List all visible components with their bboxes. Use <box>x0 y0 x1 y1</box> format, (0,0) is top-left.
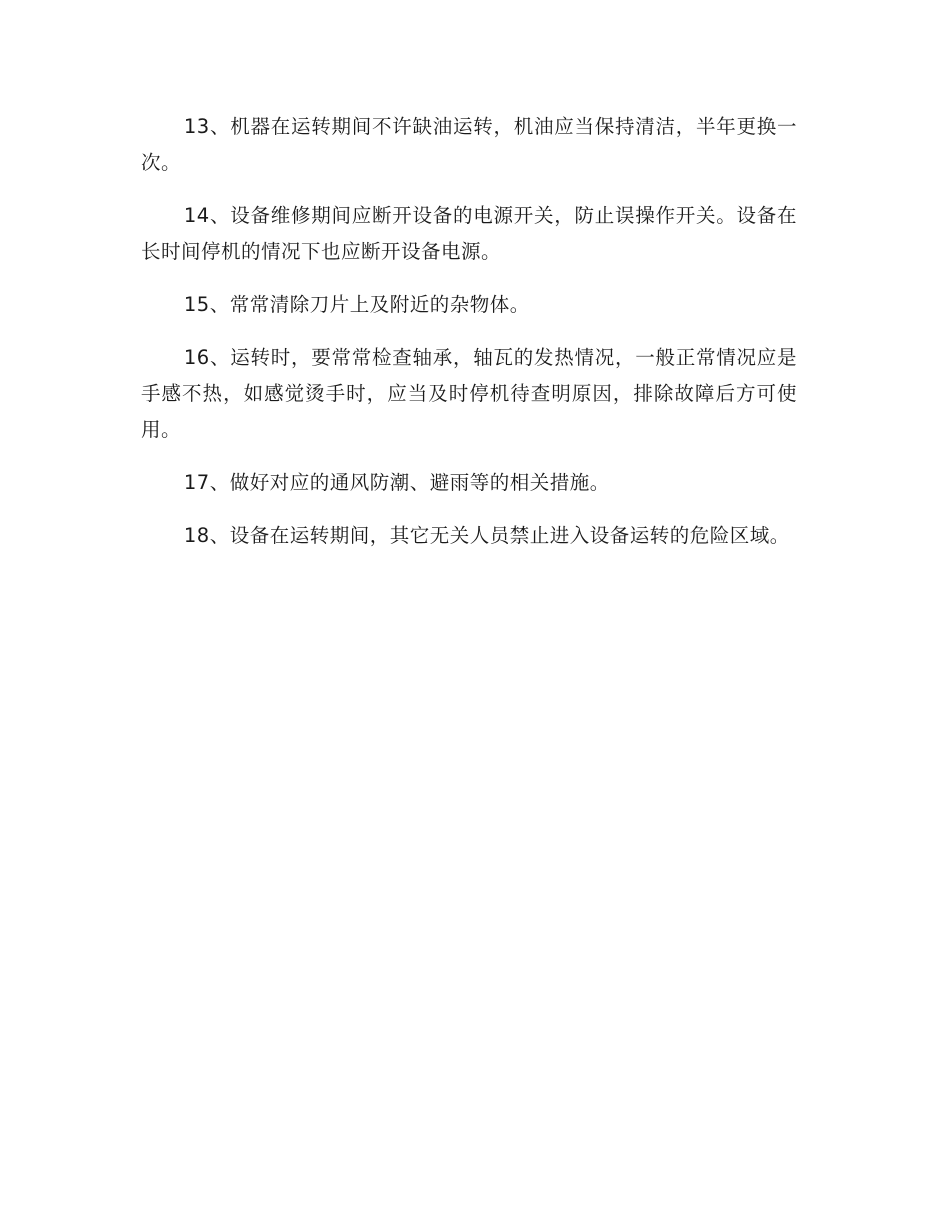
paragraph-14: 14、设备维修期间应断开设备的电源开关，防止误操作开关。设备在长时间停机的情况下也应断开设备电源。 <box>141 204 797 263</box>
paragraph-16: 16、运转时，要常常检查轴承，轴瓦的发热情况，一般正常情况应是手感不热，如感觉烫手时，应当及时停机待查明原因，排除故障后方可使用。 <box>141 346 797 441</box>
paragraph-13: 13、机器在运转期间不许缺油运转，机油应当保持清洁，半年更换一次。 <box>141 115 797 174</box>
paragraph-15: 15、常常清除刀片上及附近的杂物体。 <box>183 293 530 316</box>
paragraph-18: 18、设备在运转期间，其它无关人员禁止进入设备运转的危险区域。 <box>183 524 790 547</box>
document-body <box>141 109 797 571</box>
paragraph-17: 17、做好对应的通风防潮、避雨等的相关措施。 <box>183 471 610 494</box>
